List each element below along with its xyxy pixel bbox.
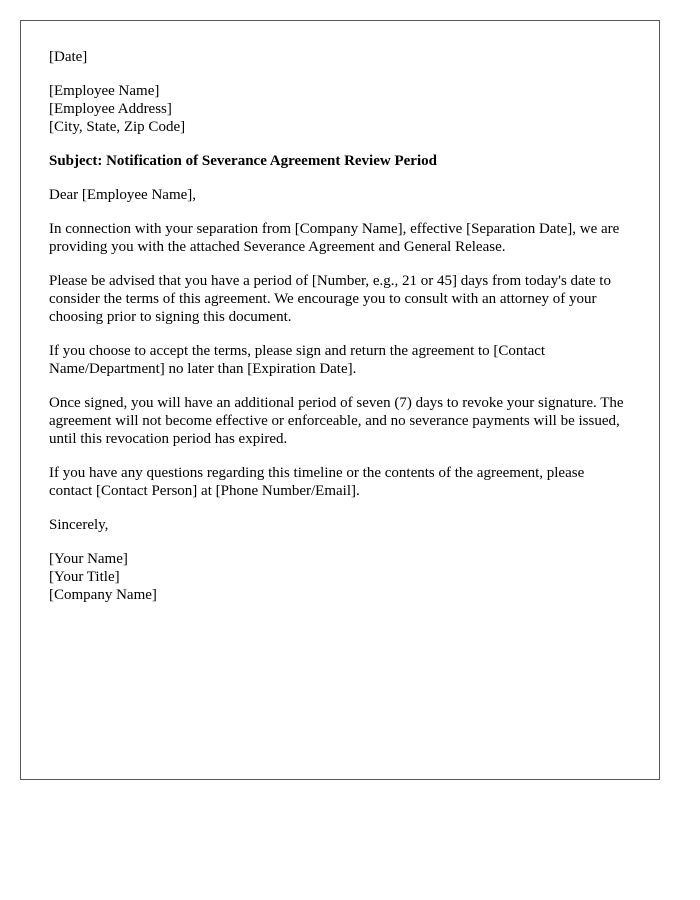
body-paragraph-5: If you have any questions regarding this timeline or the contents of the agreement, please contact [Contact Person] at [Phone Number/Email].: [49, 465, 585, 499]
closing: Sincerely,: [49, 517, 109, 533]
signature-name: [Your Name]: [49, 551, 128, 567]
body-paragraph-2: Please be advised that you have a period of [Number, e.g., 21 or 45] days from today's date to consider the terms of this agreement. We encourage you to consult with an attorney of your choosing prior to signing this document.: [49, 273, 611, 325]
recipient-name: [Employee Name]: [49, 83, 160, 99]
body-paragraph-1: In connection with your separation from [Company Name], effective [Separation Date], we are providing you with the attached Severance Agreement and General Release.: [49, 221, 620, 255]
signature-title: [Your Title]: [49, 569, 120, 585]
signature-company: [Company Name]: [49, 587, 157, 603]
signature-block: [49, 550, 631, 604]
recipient-address-block: [49, 82, 631, 136]
letter-date: [Date]: [49, 49, 88, 65]
letter-page: [20, 20, 660, 780]
recipient-address: [Employee Address]: [49, 101, 172, 117]
recipient-city-state-zip: [City, State, Zip Code]: [49, 119, 186, 135]
body-paragraph-4: Once signed, you will have an additional period of seven (7) days to revoke your signature. The agreement will not become effective or enforceable, and no severance payments will be issued, until this revocation period has expired.: [49, 395, 624, 447]
salutation: Dear [Employee Name],: [49, 187, 197, 203]
subject-line: Subject: Notification of Severance Agreement Review Period: [49, 153, 437, 169]
date-line: [49, 48, 631, 66]
body-paragraph-3: If you choose to accept the terms, please sign and return the agreement to [Contact Name/Department] no later than [Expiration Date].: [49, 343, 546, 377]
